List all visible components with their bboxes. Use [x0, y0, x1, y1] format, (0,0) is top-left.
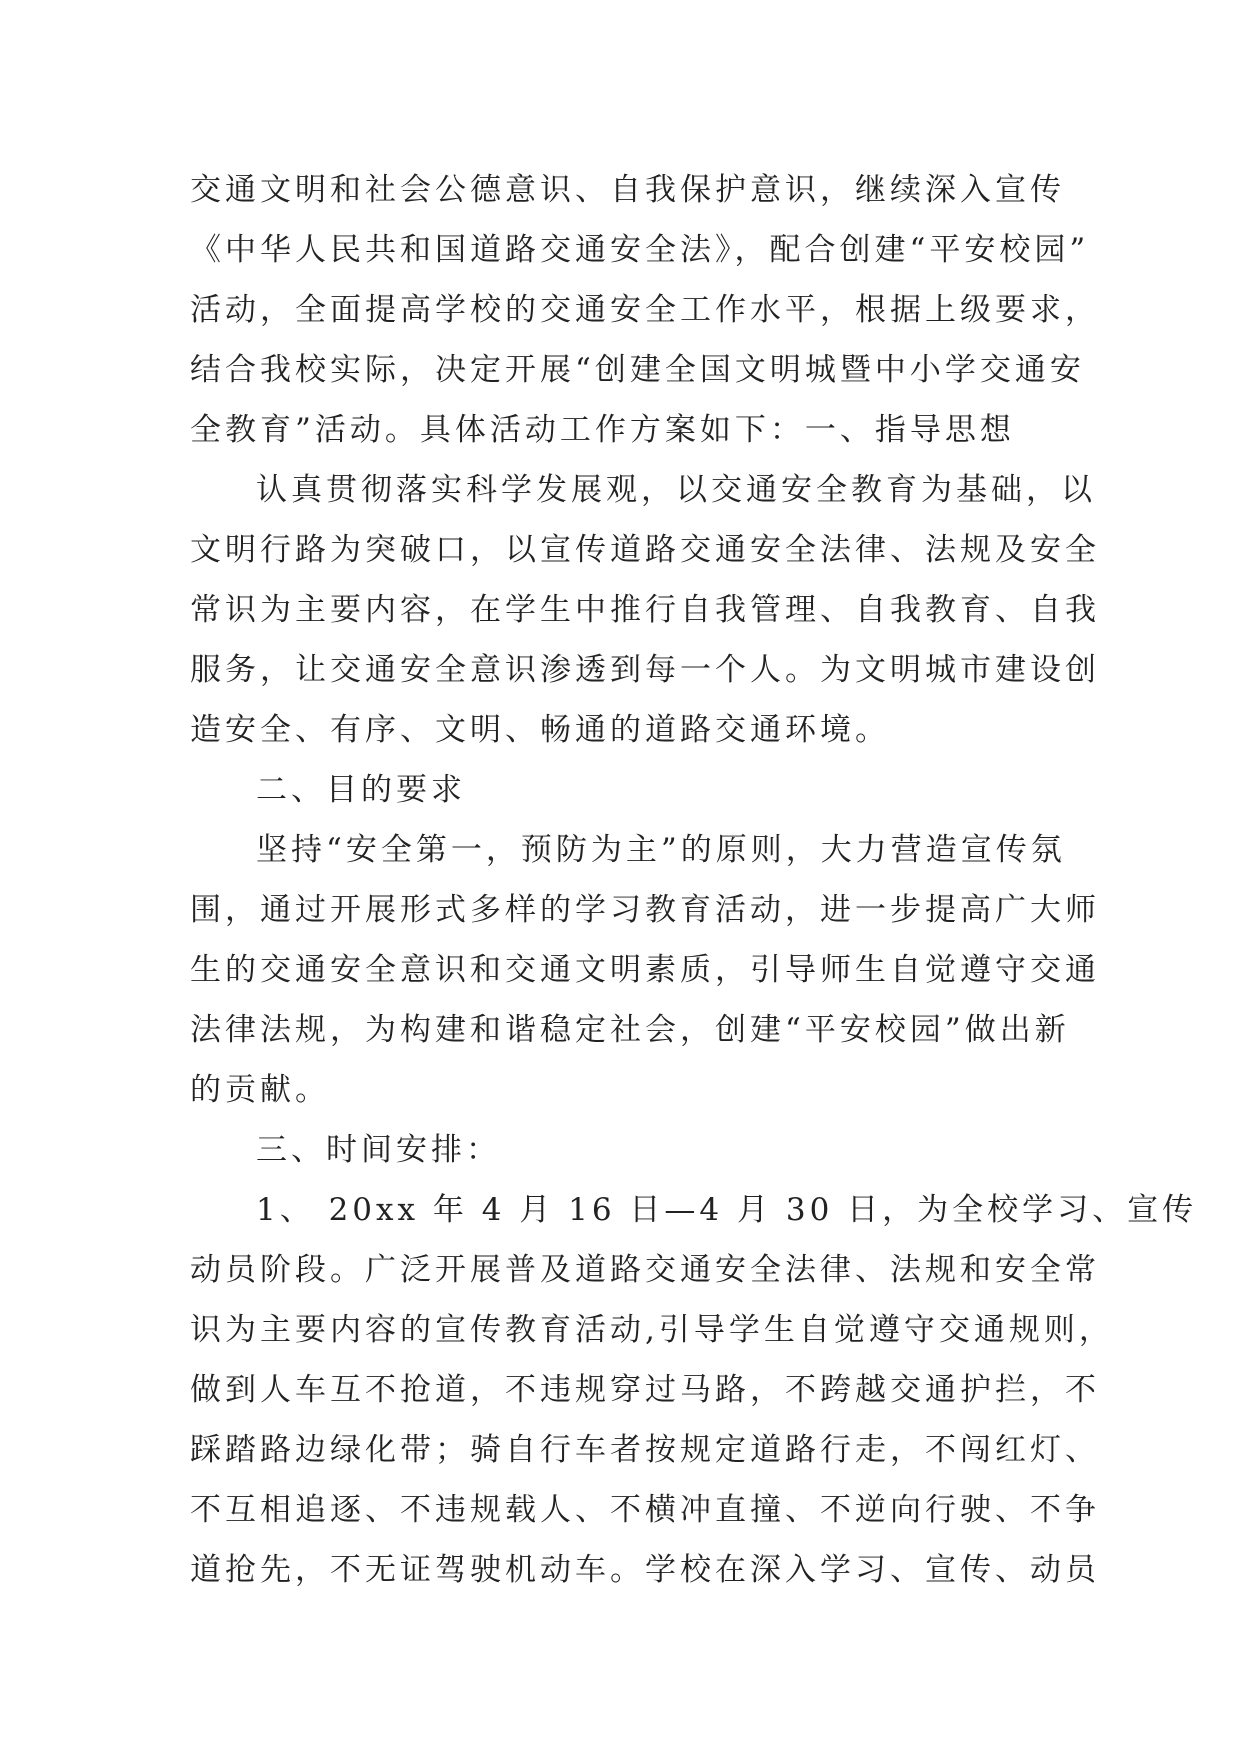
- text-line: 做到人车互不抢道，不违规穿过马路，不跨越交通护拦，不: [190, 1372, 1100, 1408]
- text-line: 踩踏路边绿化带；骑自行车者按规定道路行走，不闯红灯、: [190, 1432, 1100, 1468]
- text-line: 二、目的要求: [256, 772, 466, 808]
- text-line: 活动，全面提高学校的交通安全工作水平，根据上级要求，: [190, 292, 1100, 328]
- text-line: 动员阶段。广泛开展普及道路交通安全法律、法规和安全常: [190, 1252, 1100, 1288]
- text-line: 生的交通安全意识和交通文明素质，引导师生自觉遵守交通: [190, 952, 1100, 988]
- text-line: 识为主要内容的宣传教育活动,引导学生自觉遵守交通规则，: [190, 1312, 1114, 1348]
- text-line: 三、时间安排：: [256, 1132, 501, 1168]
- text-line: 法律法规，为构建和谐稳定社会，创建“平安校园”做出新: [190, 1012, 1070, 1048]
- text-line: 坚持“安全第一，预防为主”的原则，大力营造宣传氛: [256, 832, 1066, 868]
- document-body: [190, 160, 1198, 1600]
- text-line: 的贡献。: [190, 1072, 330, 1108]
- text-line: 1、 20xx 年 4 月 16 日—4 月 30 日，为全校学习、宣传: [256, 1192, 1198, 1228]
- text-line: 交通文明和社会公德意识、自我保护意识，继续深入宣传: [190, 172, 1065, 208]
- text-line: 文明行路为突破口，以宣传道路交通安全法律、法规及安全: [190, 532, 1100, 568]
- text-line: 认真贯彻落实科学发展观，以交通安全教育为基础，以: [256, 472, 1096, 508]
- text-line: 全教育”活动。具体活动工作方案如下：一、指导思想: [190, 412, 1015, 448]
- text-line: 服务，让交通安全意识渗透到每一个人。为文明城市建设创: [190, 652, 1100, 688]
- text-line: 道抢先，不无证驾驶机动车。学校在深入学习、宣传、动员: [190, 1552, 1100, 1588]
- text-line: 不互相追逐、不违规载人、不横冲直撞、不逆向行驶、不争: [190, 1492, 1100, 1528]
- text-line: 造安全、有序、文明、畅通的道路交通环境。: [190, 712, 890, 748]
- text-line: 结合我校实际，决定开展“创建全国文明城暨中小学交通安: [190, 352, 1085, 388]
- text-line: 《中华人民共和国道路交通安全法》，配合创建“平安校园”: [190, 232, 1090, 268]
- text-line: 围，通过开展形式多样的学习教育活动，进一步提高广大师: [190, 892, 1100, 928]
- text-line: 常识为主要内容，在学生中推行自我管理、自我教育、自我: [190, 592, 1100, 628]
